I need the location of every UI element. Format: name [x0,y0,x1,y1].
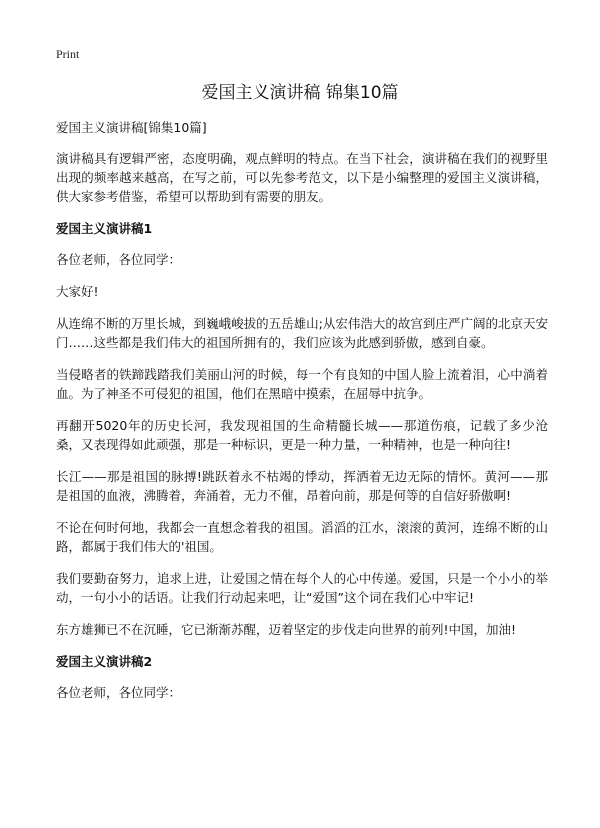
print-link[interactable]: Print [56,47,80,61]
section1-paragraph: 我们要勤奋努力，追求上进，让爱国之情在每个人的心中传递。爱国，只是一个小小的举动，一句小小的话语。让我们行动起来吧，让“爱国”这个词在我们心中牢记! [56,571,548,605]
section1-paragraph: 东方雄狮已不在沉睡，它已渐渐苏醒，迈着坚定的步伐走向世界的前列!中国，加油! [56,622,517,637]
article-body [56,118,548,715]
section1-paragraph: 从连绵不断的万里长城，到巍峨峻拔的五岳雄山;从宏伟浩大的故宫到庄严广阔的北京天安门……这些都是我们伟大的祖国所拥有的，我们应该为此感到骄傲，感到自豪。 [56,316,548,350]
section1-paragraph: 各位老师，各位同学： [56,252,182,267]
section-heading-1: 爱国主义演讲稿1 [56,221,153,236]
article-subtitle: 爱国主义演讲稿[锦集10篇] [56,120,207,135]
section-heading-2: 爱国主义演讲稿2 [56,654,153,669]
page-title: 爱国主义演讲稿 锦集10篇 [201,83,399,103]
section1-paragraph: 再翻开5020年的历史长河，我发现祖国的生命精髓长城——那道伤痕，记载了多少沧桑，又表现得如此顽强，那是一种标识，更是一种力量，一种精神，也是一种向往! [56,418,548,452]
intro-paragraph: 演讲稿具有逻辑严密，态度明确，观点鲜明的特点。在当下社会，演讲稿在我们的视野里出现的频率越来越高，在写之前，可以先参考范文，以下是小编整理的爱国主义演讲稿，供大家参考借鉴，希望可以帮助到有需要的朋友。 [56,151,548,204]
section1-paragraph: 当侵略者的铁蹄践踏我们美丽山河的时候，每一个有良知的中国人脸上流着泪，心中淌着血。为了神圣不可侵犯的祖国，他们在黑暗中摸索，在屈辱中抗争。 [56,367,548,401]
section1-paragraph: 不论在何时何地，我都会一直想念着我的祖国。滔滔的江水，滚滚的黄河，连绵不断的山路，都属于我们伟大的'祖国。 [56,520,548,554]
section1-paragraph: 长江——那是祖国的脉搏!跳跃着永不枯竭的悸动，挥洒着无边无际的情怀。黄河——那是祖国的血液，沸腾着，奔涌着，无力不催，昂着向前，那是何等的自信好骄傲啊! [56,469,548,503]
section2-paragraph: 各位老师，各位同学： [56,685,182,700]
section1-paragraph: 大家好! [56,284,99,299]
